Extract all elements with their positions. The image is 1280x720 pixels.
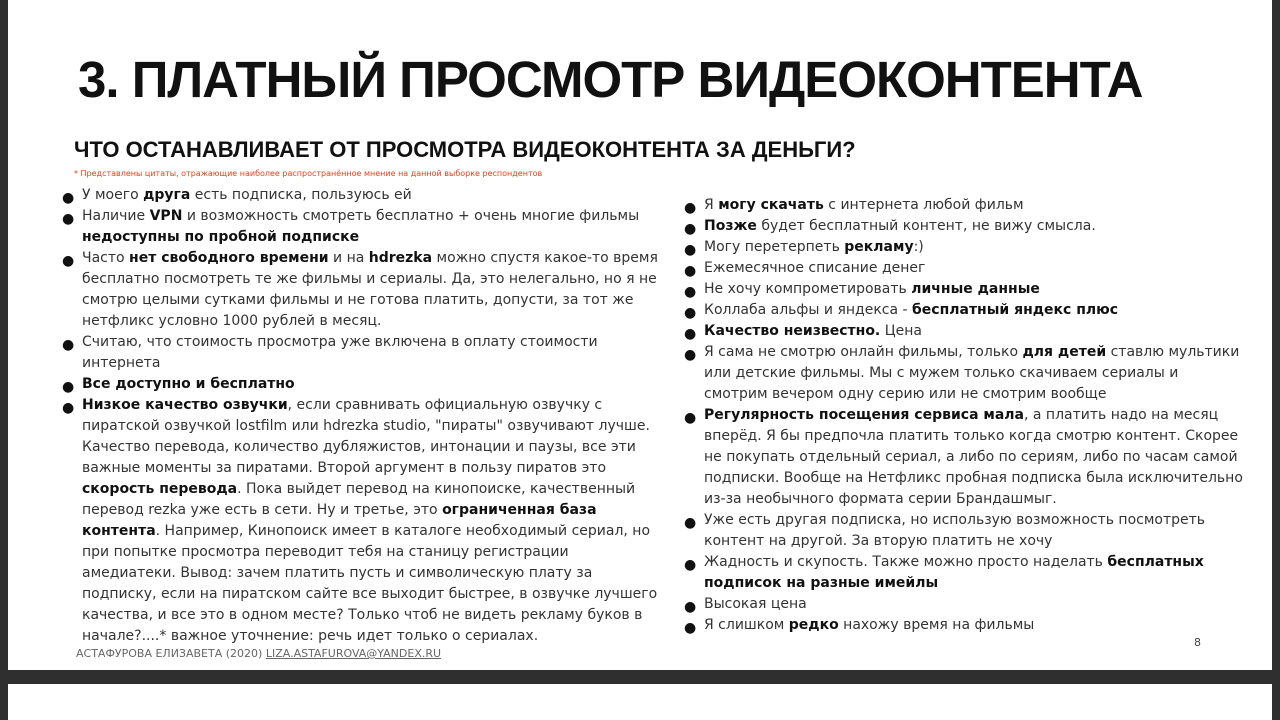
quote-emphasis: VPN xyxy=(149,208,183,224)
bullet-icon: ● xyxy=(684,410,697,426)
quote-item xyxy=(684,405,1244,510)
bullet-icon: ● xyxy=(62,190,75,206)
quote-text: , а платить надо на месяц вперёд. Я бы предпочла платить только когда смотрю контент. Скорее не покупать отдельный сериал, а либо по сериям, либо по часам самой подписки. Вообще на Нетфликс пробная подписка была исключительно из-за необычного формата серии Брандашмыг. xyxy=(704,407,1243,507)
quote-emphasis: бесплатный яндекс плюс xyxy=(912,302,1119,318)
quote-text: можно спустя какое-то время бесплатно посмотреть те же фильмы и сериалы. Да, это нелегально, но я не смотрю целыми сутками фильмы и не готова платить, допусти, за тот же нетфликс условно 1000 рублей в месяц. xyxy=(82,250,658,329)
bullet-icon: ● xyxy=(62,379,75,395)
quote-item xyxy=(62,185,662,206)
left-quote-list xyxy=(62,185,662,647)
quote-text: Я xyxy=(704,197,719,213)
quote-text: есть подписка, пользуюсь ей xyxy=(190,187,412,203)
quote-item xyxy=(62,332,662,374)
quote-emphasis: недоступны по пробной подписке xyxy=(82,229,360,245)
quote-text: Часто xyxy=(82,250,130,266)
quote-item xyxy=(684,342,1244,405)
quote-text: . Пока выйдет перевод на кинопоиске, качественный перевод rezka уже есть в сети. Ну и третье, это xyxy=(82,481,636,518)
quote-text: Могу перетерпеть xyxy=(704,239,845,255)
quote-item xyxy=(62,206,662,248)
quote-item xyxy=(684,279,1244,300)
quote-item xyxy=(684,594,1244,615)
quote-item xyxy=(684,510,1244,552)
quote-item xyxy=(684,300,1244,321)
presentation-slide xyxy=(8,0,1272,670)
bullet-icon: ● xyxy=(684,326,697,342)
quote-text: и на xyxy=(328,250,369,266)
quote-emphasis: hdrezka xyxy=(368,250,433,266)
footnote-note: * Представлены цитаты, отражающие наиболее распространённое мнение на данной выборке респондентов xyxy=(74,169,543,178)
quote-text: Ежемесячное списание денег xyxy=(704,260,926,276)
quote-emphasis: Низкое качество озвучки xyxy=(82,397,288,413)
quote-text: . Например, Кинопоиск имеет в каталоге необходимый сериал, но при попытке просмотра переводит тебя на станицу регистрации амедиатеки. Вывод: зачем платить пусть и символическую плату за подписку, если на пиратском сайте все выходит быстрее, в озвучке лучшего качества, и все это в одном месте? Только чтоб не видеть рекламу буков в начале?....* важное уточнение: речь идет только о сериалах. xyxy=(82,523,658,644)
bullet-icon: ● xyxy=(684,221,697,237)
slide-title: 3. ПЛАТНЫЙ ПРОСМОТР ВИДЕОКОНТЕНТА xyxy=(78,51,1143,108)
quote-emphasis: друга xyxy=(143,187,191,203)
quote-text: с интернета любой фильм xyxy=(823,197,1024,213)
bullet-icon: ● xyxy=(684,599,697,615)
bullet-icon: ● xyxy=(62,337,75,353)
quote-text: Считаю, что стоимость просмотра уже включена в оплату стоимости интернета xyxy=(82,334,598,371)
quote-text: :) xyxy=(913,239,924,255)
quote-item xyxy=(684,615,1244,636)
quote-emphasis: рекламу xyxy=(844,239,914,255)
bullet-icon: ● xyxy=(684,263,697,279)
quote-emphasis: личные данные xyxy=(911,281,1040,297)
quote-emphasis: Регулярность посещения сервиса мала xyxy=(704,407,1024,423)
bullet-icon: ● xyxy=(62,253,75,269)
quote-text: Наличие xyxy=(82,208,150,224)
bullet-icon: ● xyxy=(62,211,75,227)
quote-text: Высокая цена xyxy=(704,596,807,612)
bullet-icon: ● xyxy=(684,347,697,363)
quote-emphasis: нет свободного времени xyxy=(129,250,329,266)
bullet-icon: ● xyxy=(684,305,697,321)
quote-text: ставлю мультики или детские фильмы. Мы с мужем только скачиваем сериалы и смотрим вечером одну серию или не смотрим вообще xyxy=(704,344,1240,402)
quote-emphasis: бесплатных подписок на разные имейлы xyxy=(704,554,1204,591)
quote-text: Цена xyxy=(880,323,922,339)
quote-text: нахожу время на фильмы xyxy=(838,617,1035,633)
quote-text: Не хочу компрометировать xyxy=(704,281,912,297)
quote-emphasis: могу скачать xyxy=(718,197,824,213)
quote-text: Коллаба альфы и яндекса - xyxy=(704,302,912,318)
bullet-icon: ● xyxy=(62,400,75,416)
quote-emphasis: Позже xyxy=(704,218,757,234)
quote-text: Уже есть другая подписка, но использую возможность посмотреть контент на другой. За вторую платить не хочу xyxy=(704,512,1206,549)
bullet-icon: ● xyxy=(684,515,697,531)
quote-text: Я сама не смотрю онлайн фильмы, только xyxy=(704,344,1023,360)
quote-text: , если сравнивать официальную озвучку с пиратской озвучкой lostfilm или hdrezka studio, "пираты" озвучивают лучше. Качество перевода, количество дубляжистов, интонации и паузы, все эти важные моменты за пиратами. Второй аргумент в пользу пиратов это xyxy=(82,397,650,476)
quote-text: будет бесплатный контент, не вижу смысла. xyxy=(756,218,1096,234)
quote-text: Я слишком xyxy=(704,617,789,633)
quote-item xyxy=(62,374,662,395)
quote-emphasis: редко xyxy=(788,617,839,633)
bullet-icon: ● xyxy=(684,200,697,216)
footer-author: АСТАФУРОВА ЕЛИЗАВЕТА (2020) xyxy=(76,647,266,660)
quote-item xyxy=(684,216,1244,237)
bullet-icon: ● xyxy=(684,242,697,258)
slide-subtitle: ЧТО ОСТАНАВЛИВАЕТ ОТ ПРОСМОТРА ВИДЕОКОНТЕНТА ЗА ДЕНЬГИ? xyxy=(74,137,856,162)
slide-footer xyxy=(76,647,441,660)
quote-emphasis: Качество неизвестно. xyxy=(704,323,881,339)
quote-item xyxy=(684,552,1244,594)
quote-text: У моего xyxy=(82,187,144,203)
right-quote-list xyxy=(684,195,1244,636)
bullet-icon: ● xyxy=(684,557,697,573)
bullet-icon: ● xyxy=(684,284,697,300)
quote-item xyxy=(684,258,1244,279)
bullet-icon: ● xyxy=(684,620,697,636)
quote-text: и возможность смотреть бесплатно + очень многие фильмы xyxy=(182,208,640,224)
quote-emphasis: Все доступно и бесплатно xyxy=(82,376,295,392)
quote-emphasis: скорость перевода xyxy=(82,481,238,497)
quote-item xyxy=(684,195,1244,216)
page-number: 8 xyxy=(1194,636,1201,649)
next-slide-edge xyxy=(8,684,1272,720)
quote-emphasis: для детей xyxy=(1022,344,1107,360)
quote-item xyxy=(62,248,662,332)
quote-emphasis: ограниченная база контента xyxy=(82,502,597,539)
quote-item xyxy=(62,395,662,647)
quote-item xyxy=(684,321,1244,342)
quote-item xyxy=(684,237,1244,258)
footer-email-link[interactable]: LIZA.ASTAFUROVA@YANDEX.RU xyxy=(265,647,442,660)
quote-text: Жадность и скупость. Также можно просто наделать xyxy=(704,554,1108,570)
